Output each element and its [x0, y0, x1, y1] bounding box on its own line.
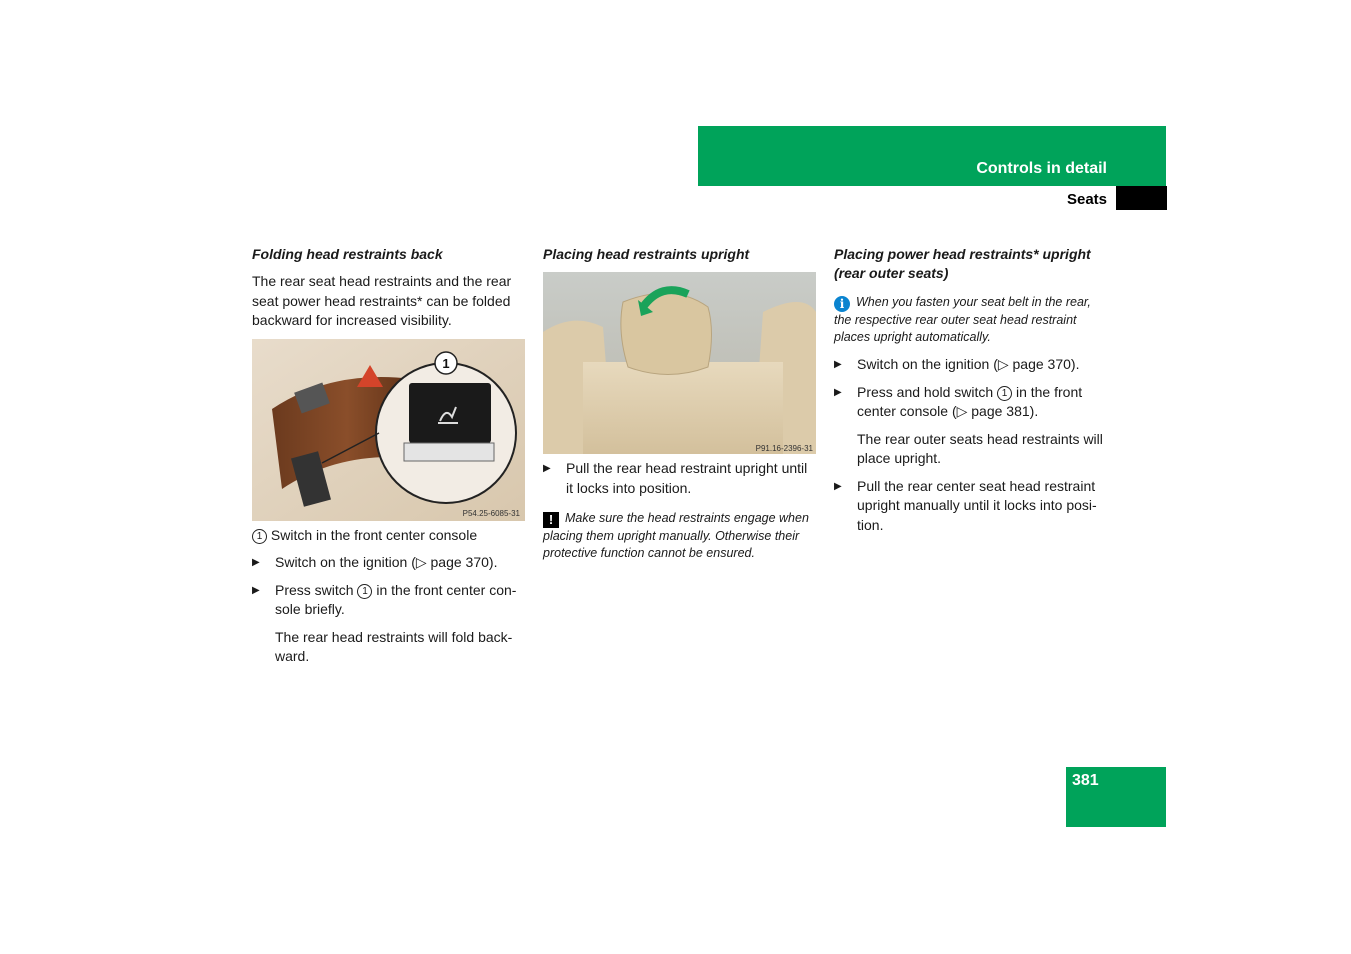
step-pull-upright — [543, 459, 816, 498]
step-text: in the front center con-sole briefly. — [275, 581, 517, 617]
heading-folding: Folding head restraints back — [252, 246, 443, 262]
legend-number: 1 — [252, 529, 267, 544]
triangle-right-icon: ▶ — [252, 584, 260, 596]
step-pull-center — [834, 477, 1108, 536]
step-press-switch — [252, 581, 526, 620]
step-text: Pull the rear head restraint upright until it locks into position. — [566, 460, 808, 496]
switch-number: 1 — [357, 584, 372, 599]
triangle-right-icon: ▶ — [834, 480, 842, 492]
section-title: Controls in detail — [976, 160, 1107, 177]
result-text: The rear head restraints will fold back-ward. — [275, 628, 513, 664]
info-text: When you fasten your seat belt in the rear, the respective rear outer seat head restraint places upright automatically. — [834, 295, 1091, 344]
column-upright — [543, 245, 816, 562]
subsection-title: Seats — [1066, 191, 1107, 208]
subsection-marker — [1116, 186, 1167, 210]
console-illustration — [252, 339, 525, 521]
page-number: 381 — [1072, 772, 1099, 789]
exclamation-icon: ! — [543, 512, 559, 528]
headrest — [621, 293, 712, 374]
headrest-image — [543, 272, 816, 454]
column-power-upright — [834, 245, 1108, 535]
step-text: Pull the rear center seat head restraint upright manually until it locks into posi-tion. — [857, 477, 1097, 533]
headrest-illustration — [543, 272, 816, 454]
step-ignition — [834, 355, 1108, 375]
warning-note — [543, 510, 816, 562]
switch-number: 1 — [997, 386, 1012, 401]
triangle-right-icon: ▶ — [252, 557, 260, 568]
step-text: Press switch — [275, 581, 354, 598]
step-text: in the front center console (▷ page 381). — [857, 383, 1083, 419]
step-text: Switch on the ignition (▷ page 370). — [275, 554, 498, 570]
console-switch-image — [252, 339, 525, 521]
triangle-right-icon: ▶ — [543, 463, 551, 474]
image-code: P54.25-6085-31 — [462, 508, 520, 518]
heading-power-upright: Placing power head restraints* upright (rear outer seats) — [834, 246, 1091, 281]
image-code: P91.16-2396-31 — [755, 444, 813, 453]
column-folding — [252, 245, 526, 667]
step-press-hold — [834, 383, 1108, 422]
triangle-right-icon: ▶ — [834, 359, 842, 370]
warning-text: Make sure the head restraints engage when placing them upright manually. Otherwise their protective function cannot be ensured. — [543, 511, 809, 560]
step-ignition — [252, 553, 526, 573]
result-text: The rear outer seats head restraints will place upright. — [857, 430, 1103, 466]
step-text: Press and hold switch — [857, 383, 994, 400]
triangle-right-icon: ▶ — [834, 386, 842, 398]
legend-text: Switch in the front center console — [270, 526, 478, 543]
step-text: Switch on the ignition (▷ page 370). — [857, 356, 1080, 372]
intro-text: The rear seat head restraints and the rear seat power head restraints* can be folded backward for increased visibility. — [252, 273, 512, 328]
info-note — [834, 294, 1108, 346]
heading-upright: Placing head restraints upright — [543, 246, 750, 262]
legend-item — [252, 526, 526, 546]
callout-number: 1 — [442, 355, 450, 371]
info-icon: i — [834, 296, 850, 312]
